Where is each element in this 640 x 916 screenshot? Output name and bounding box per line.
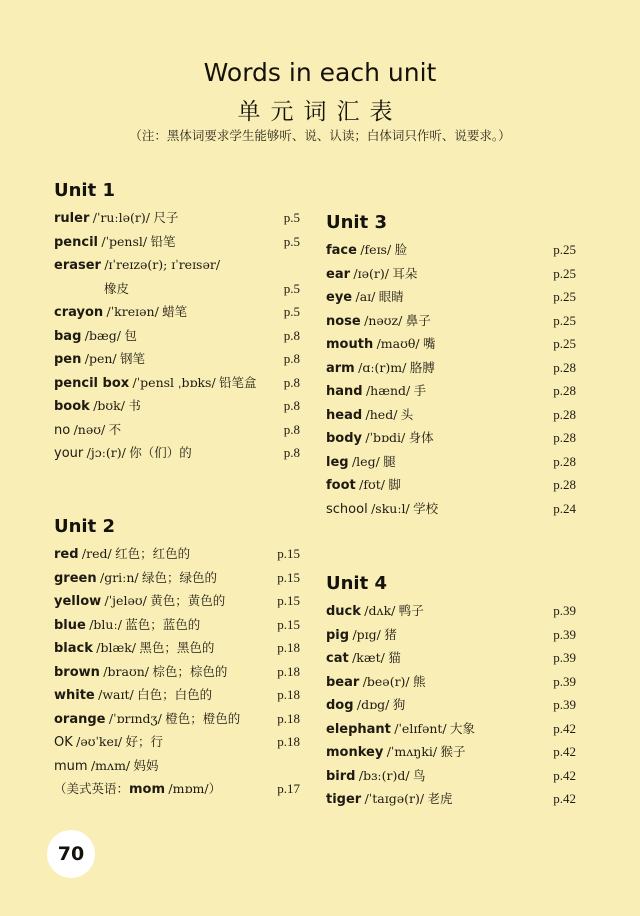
vocab-row <box>326 599 576 623</box>
unit-3-section <box>326 212 576 520</box>
vocab-phonetic: /maʊθ/ <box>376 336 420 351</box>
vocab-meaning: 尺子 <box>153 210 179 225</box>
vocab-row <box>326 497 576 521</box>
vocab-page-ref: p.8 <box>283 445 300 460</box>
vocab-meaning: 耳朵 <box>392 265 418 281</box>
vocab-page-ref: p.42 <box>553 720 576 736</box>
vocab-page-ref: p.25 <box>553 242 576 257</box>
vocab-phonetic: /waɪt/ <box>98 687 134 702</box>
vocab-page-ref: p.5 <box>283 280 300 296</box>
unit-1-section <box>54 180 300 465</box>
vocab-row <box>54 754 300 778</box>
vocab-word: cat <box>326 651 349 666</box>
vocab-word: duck <box>326 604 361 619</box>
vocab-phonetic: /ˈmʌŋki/ <box>386 744 438 759</box>
vocab-row <box>326 379 576 403</box>
vocab-phonetic: /nəʊ/ <box>73 421 106 437</box>
page-number-badge: 70 <box>47 830 95 878</box>
vocab-meaning: 橡皮 <box>104 280 130 296</box>
vocab-row <box>54 660 300 684</box>
vocab-word: body <box>326 431 363 446</box>
vocab-phonetic: /pɪg/ <box>352 626 381 642</box>
unit-4-section <box>326 573 576 811</box>
usage-note: （注：黑体词要求学生能够听、说、认读；白体词只作听、说要求。） <box>129 129 511 143</box>
vocab-row <box>326 285 576 309</box>
vocab-page-ref: p.15 <box>277 546 300 561</box>
vocab-word: no <box>54 422 71 438</box>
vocab-word: arm <box>326 360 355 376</box>
vocab-phonetic: /hed/ <box>365 406 398 422</box>
vocab-phonetic: /ˈɒrɪndʒ/ <box>108 710 162 726</box>
vocab-phonetic: /ˈbɒdi/ <box>365 430 406 445</box>
vocab-meaning: 猫 <box>388 650 401 665</box>
vocab-meaning: 白色；白色的 <box>137 687 213 702</box>
vocab-meaning: 包 <box>124 327 137 343</box>
vocab-word: OK <box>54 735 73 750</box>
vocab-meaning: 嘴 <box>422 336 436 351</box>
vocab-meaning: 胳膊 <box>409 359 435 375</box>
vocab-word: ruler <box>54 211 90 226</box>
vocab-word: pencil <box>54 234 98 250</box>
vocab-row <box>54 777 300 801</box>
vocab-page-ref: p.42 <box>553 767 576 783</box>
vocab-page-ref: p.8 <box>283 327 300 343</box>
vocab-row <box>54 347 300 371</box>
vocab-word: pig <box>326 627 350 643</box>
page-title-english: Words in each unit <box>203 58 437 87</box>
vocab-word: yellow <box>54 594 102 609</box>
vocab-row <box>326 740 576 764</box>
vocab-word: red <box>54 547 79 562</box>
vocab-phonetic: /ˈpensl/ <box>101 233 148 249</box>
vocab-page-ref: p.5 <box>283 233 300 249</box>
vocab-word: dog <box>326 698 354 713</box>
vocab-phonetic: /pen/ <box>84 351 117 366</box>
vocab-page-ref: p.15 <box>277 569 300 585</box>
vocab-page-ref: p.15 <box>277 593 300 608</box>
vocab-row <box>54 230 300 254</box>
vocab-meaning: 头 <box>400 406 414 422</box>
vocab-row <box>326 787 576 811</box>
vocab-meaning: 大象 <box>450 720 476 736</box>
unit-heading: Unit 3 <box>326 212 387 233</box>
vocab-row <box>326 450 576 474</box>
vocab-word: orange <box>54 711 106 727</box>
vocab-page-ref: p.39 <box>553 603 576 618</box>
vocab-page-ref: p.15 <box>277 616 300 632</box>
vocab-meaning: 学校 <box>413 500 439 516</box>
vocab-page-ref: p.28 <box>553 430 576 445</box>
vocab-row <box>326 426 576 450</box>
vocab-meaning: 铅笔 <box>150 233 176 249</box>
unit-heading: Unit 2 <box>54 516 115 537</box>
unit-heading: Unit 4 <box>326 573 387 594</box>
vocab-phonetic: /mɒm/ <box>168 781 209 796</box>
vocab-meaning: 蜡笔 <box>162 304 188 319</box>
vocab-meaning: 猴子 <box>440 744 466 759</box>
vocab-page-ref: p.5 <box>283 304 300 319</box>
vocab-page-ref: p.25 <box>553 265 576 281</box>
vocab-note-open: （美式英语： <box>54 781 130 796</box>
vocab-meaning: 手 <box>413 383 427 398</box>
vocab-meaning: 猪 <box>384 626 397 642</box>
vocab-word: crayon <box>54 305 104 320</box>
vocab-phonetic: /jɔː(r)/ <box>86 445 126 460</box>
vocab-row <box>54 418 300 442</box>
vocab-page-ref: p.18 <box>277 710 300 726</box>
vocab-row <box>54 324 300 348</box>
vocab-word: leg <box>326 454 349 470</box>
vocab-meaning: 腿 <box>383 453 396 469</box>
vocab-row <box>54 253 300 300</box>
vocab-phonetic: /bʊk/ <box>93 398 125 413</box>
vocab-meaning: 脸 <box>394 242 408 257</box>
vocab-row <box>54 636 300 660</box>
vocab-row <box>326 309 576 333</box>
vocab-phonetic: /leg/ <box>351 453 380 469</box>
vocab-phonetic: /braʊn/ <box>103 663 149 679</box>
vocab-page-ref: p.8 <box>283 351 300 366</box>
vocab-page-ref: p.8 <box>283 398 300 413</box>
vocab-page-ref: p.24 <box>553 500 576 516</box>
vocab-word: nose <box>326 313 361 329</box>
vocab-page-ref: p.28 <box>553 453 576 469</box>
vocab-meaning: 妈妈 <box>133 757 159 773</box>
vocab-meaning: 不 <box>108 421 122 437</box>
vocab-row <box>54 566 300 590</box>
vocab-page-ref: p.25 <box>553 336 576 351</box>
vocab-phonetic: /bɜː(r)d/ <box>358 767 410 783</box>
vocab-phonetic: /dɒg/ <box>356 697 390 712</box>
vocab-meaning: 红色；红色的 <box>115 546 191 561</box>
vocab-phonetic: /kæt/ <box>352 650 385 665</box>
vocab-row <box>326 238 576 262</box>
vocab-word: brown <box>54 664 100 680</box>
vocab-phonetic: /fʊt/ <box>359 477 385 492</box>
vocab-row <box>326 332 576 356</box>
vocab-page-ref: p.28 <box>553 383 576 398</box>
vocab-meaning: 黑色；黑色的 <box>139 640 215 655</box>
page-title-chinese: 单元词汇表 <box>237 99 403 125</box>
vocab-meaning: 狗 <box>392 697 406 712</box>
vocab-phonetic: /dʌk/ <box>364 603 396 618</box>
vocab-word: bag <box>54 328 82 344</box>
vocab-row <box>326 356 576 380</box>
vocab-row <box>326 403 576 427</box>
vocab-page-ref: p.18 <box>277 640 300 655</box>
vocab-row <box>54 589 300 613</box>
vocab-row <box>326 764 576 788</box>
vocab-meaning: 鸭子 <box>398 603 424 618</box>
vocab-note-close: ） <box>208 781 222 796</box>
vocab-word: green <box>54 570 97 586</box>
vocab-row <box>54 441 300 465</box>
vocab-page-ref: p.28 <box>553 477 576 492</box>
vocab-meaning: 你（们）的 <box>129 445 192 460</box>
vocab-word: ear <box>326 266 351 282</box>
vocab-page-ref: p.25 <box>553 312 576 328</box>
vocab-word: monkey <box>326 745 384 760</box>
vocab-word: eraser <box>54 258 101 273</box>
vocab-meaning: 橙色；橙色的 <box>165 710 241 726</box>
vocab-phonetic: /blæk/ <box>96 640 137 655</box>
vocab-meaning: 眼睛 <box>378 289 404 304</box>
vocab-row <box>54 730 300 754</box>
vocab-word: blue <box>54 617 86 633</box>
vocab-phonetic: /ɑː(r)m/ <box>358 359 407 375</box>
vocab-word: head <box>326 407 363 423</box>
vocab-phonetic: /ˈelɪfənt/ <box>394 720 447 736</box>
vocab-page-ref: p.39 <box>553 697 576 712</box>
vocab-meaning: 黄色；黄色的 <box>150 593 226 608</box>
vocab-word: bear <box>326 674 360 690</box>
vocab-meaning: 绿色；绿色的 <box>142 569 218 585</box>
unit-2-section <box>54 516 300 801</box>
vocab-page-ref: p.42 <box>553 791 576 806</box>
vocab-phonetic: /nəʊz/ <box>364 312 403 328</box>
vocab-row <box>54 394 300 418</box>
vocab-page-ref: p.39 <box>553 626 576 642</box>
vocab-word: your <box>54 446 84 461</box>
vocab-word: bird <box>326 768 356 784</box>
vocab-row <box>326 693 576 717</box>
vocab-meaning: 书 <box>128 398 141 413</box>
vocab-meaning: 脚 <box>388 477 401 492</box>
vocab-phonetic: /hænd/ <box>365 383 411 398</box>
vocab-phonetic: /feɪs/ <box>360 242 392 257</box>
vocab-row <box>54 542 300 566</box>
vocab-phonetic: /aɪ/ <box>355 289 376 304</box>
vocab-meaning: 好；行 <box>125 734 164 749</box>
vocab-row <box>54 371 300 395</box>
vocab-word: mouth <box>326 337 374 352</box>
vocab-word: pen <box>54 352 82 367</box>
vocab-phonetic: /bluː/ <box>89 616 122 632</box>
vocab-word: school <box>326 501 368 517</box>
vocab-page-ref: p.5 <box>283 210 300 225</box>
vocab-page-ref: p.17 <box>277 781 300 796</box>
vocab-word: pencil box <box>54 375 130 391</box>
vocab-page-ref: p.8 <box>283 421 300 437</box>
vocab-word: mom <box>129 782 166 797</box>
vocab-phonetic: /beə(r)/ <box>362 673 410 689</box>
vocab-meaning: 老虎 <box>427 791 453 806</box>
vocab-row <box>326 646 576 670</box>
vocab-word: tiger <box>326 792 362 807</box>
vocab-row <box>326 623 576 647</box>
vocab-row <box>54 206 300 230</box>
vocab-row <box>326 717 576 741</box>
vocab-page-ref: p.18 <box>277 687 300 702</box>
vocab-word: mum <box>54 758 88 774</box>
vocab-meaning: 鼻子 <box>405 312 431 328</box>
vocab-meaning: 棕色；棕色的 <box>152 663 228 679</box>
vocab-phonetic: /skuːl/ <box>371 500 410 516</box>
vocab-page-ref: p.42 <box>553 744 576 759</box>
vocab-row <box>326 473 576 497</box>
vocab-phonetic: /ɪˈreɪzə(r); ɪˈreɪsər/ <box>104 257 221 272</box>
vocab-phonetic: /mʌm/ <box>90 757 131 773</box>
vocab-page-ref: p.39 <box>553 650 576 665</box>
vocab-row <box>54 683 300 707</box>
vocab-page-ref: p.18 <box>277 734 300 749</box>
vocab-phonetic: /ˈjeləʊ/ <box>104 593 147 608</box>
vocab-phonetic: /ˈkreɪən/ <box>106 304 159 319</box>
vocab-phonetic: /bæg/ <box>84 327 121 343</box>
vocab-page-ref: p.8 <box>283 374 300 390</box>
vocab-word: foot <box>326 478 356 493</box>
vocab-row <box>54 707 300 731</box>
vocab-page-ref: p.39 <box>553 673 576 689</box>
vocab-word: face <box>326 243 357 258</box>
vocab-row <box>326 670 576 694</box>
vocab-page-ref: p.25 <box>553 289 576 304</box>
vocab-phonetic: /griːn/ <box>99 569 139 585</box>
vocab-meaning: 钢笔 <box>120 351 146 366</box>
vocab-word: eye <box>326 290 353 305</box>
vocab-word: elephant <box>326 721 391 737</box>
vocab-meaning: 蓝色；蓝色的 <box>125 616 201 632</box>
vocab-meaning: 铅笔盒 <box>219 374 257 390</box>
vocab-phonetic: /ˈruːlə(r)/ <box>92 210 150 225</box>
vocab-phonetic: /ɪə(r)/ <box>353 265 389 281</box>
vocab-row <box>54 613 300 637</box>
vocab-meaning: 身体 <box>408 430 434 445</box>
vocab-meaning: 熊 <box>413 673 426 689</box>
vocab-meaning: 鸟 <box>412 767 426 783</box>
vocab-word: black <box>54 641 93 656</box>
vocab-phonetic: /red/ <box>81 546 112 561</box>
vocab-page-ref: p.28 <box>553 359 576 375</box>
vocab-word: hand <box>326 384 363 399</box>
vocab-row <box>54 300 300 324</box>
unit-heading: Unit 1 <box>54 180 115 201</box>
vocab-page-ref: p.18 <box>277 663 300 679</box>
vocab-page-ref: p.28 <box>553 406 576 422</box>
vocab-phonetic: /ˈpensl ˌbɒks/ <box>132 374 216 390</box>
vocab-word: book <box>54 399 90 414</box>
vocab-row <box>326 262 576 286</box>
vocab-word: white <box>54 688 95 703</box>
vocab-phonetic: /əʊˈkeɪ/ <box>76 734 123 749</box>
vocab-phonetic: /ˈtaɪgə(r)/ <box>364 791 425 806</box>
